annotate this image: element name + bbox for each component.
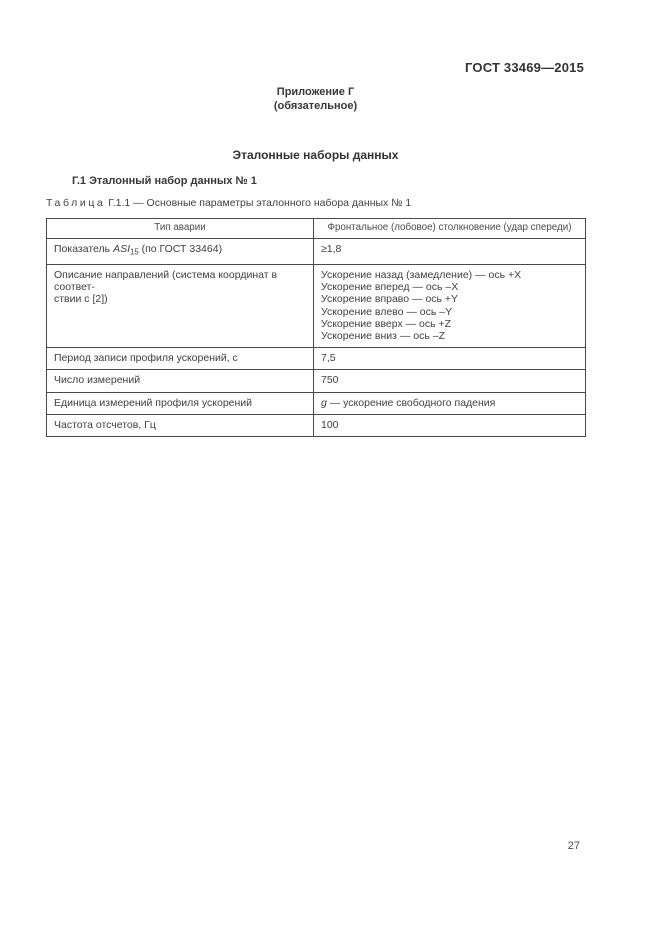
value-cell [314,414,586,436]
text-segment: — ускорение свободного падения [326,396,496,409]
cell-line [54,352,305,364]
text-segment: ≥1,8 [321,243,342,256]
parameter-cell [47,414,314,436]
cell-line [321,352,577,364]
value-cell [314,392,586,414]
appendix-type: (обязательное) [273,99,358,112]
table-row [47,370,586,392]
text-segment: Ускорение вниз — ось –Z [321,329,445,342]
parameter-cell [47,239,314,265]
table-row [47,239,586,265]
text-segment: Показатель [54,243,114,256]
table-row [47,264,586,347]
cell-line [321,293,577,305]
text-segment: Описание направлений (система координат в соответ- [54,268,278,294]
table-caption-text: Г.1.1 — Основные параметры эталонного набора данных № 1 [108,197,412,209]
value-cell [314,264,586,347]
page-number: 27 [567,840,580,852]
cell-line [54,419,305,431]
text-segment: (по ГОСТ 33464) [138,243,223,256]
cell-line [321,374,577,386]
parameters-table [46,218,586,437]
text-segment: Ускорение вперед — ось –X [321,281,459,294]
table-row [47,348,586,370]
text-segment: 750 [321,374,339,387]
cell-line [54,374,305,386]
section-title: Эталонные наборы данных [232,148,399,162]
table-body [47,239,586,437]
text-segment: Частота отсчетов, Гц [54,418,156,431]
table-caption-label: Таблица [46,197,106,209]
table-row [47,414,586,436]
text-segment: 15 [130,247,139,257]
text-segment: Единица измерений профиля ускорений [54,396,253,409]
parameter-cell [47,264,314,347]
cell-line [321,281,577,293]
cell-line [321,269,577,281]
text-segment: ствии с [2]) [54,293,108,306]
parameter-cell [47,348,314,370]
parameter-cell [47,370,314,392]
cell-line [321,306,577,318]
value-cell [314,348,586,370]
column-header-collision-type: Фронтальное (лобовое) столкновение (удар спереди) [314,219,586,239]
cell-line [54,397,305,409]
text-segment: Ускорение вверх — ось +Z [321,317,452,330]
table-row [47,392,586,414]
text-segment: 100 [321,418,339,431]
cell-line [321,397,577,409]
doc-number: ГОСТ 33469—2015 [465,60,584,75]
table-header-row [47,219,586,239]
text-segment: Период записи профиля ускорений, с [54,352,238,365]
text-segment: Ускорение влево — ось –Y [321,305,453,318]
text-segment: Ускорение вправо — ось +Y [321,293,459,306]
text-segment: 7,5 [321,352,336,365]
cell-line [321,318,577,330]
cell-line [54,243,305,259]
text-segment: Число измерений [54,374,141,387]
cell-line [54,293,305,305]
value-cell [314,239,586,265]
parameter-cell [47,392,314,414]
value-cell [314,370,586,392]
cell-line [321,419,577,431]
table-caption [46,197,411,209]
text-segment: g [321,396,327,409]
column-header-accident-type: Тип аварии [47,219,314,239]
appendix-heading [46,86,585,113]
cell-line [321,243,577,255]
text-segment: ASI [113,243,130,256]
cell-line [54,269,305,293]
appendix-title: Приложение Г [276,86,355,98]
subsection-title: Г.1 Эталонный набор данных № 1 [72,175,257,187]
cell-line [321,330,577,342]
text-segment: Ускорение назад (замедление) — ось +X [321,268,522,281]
